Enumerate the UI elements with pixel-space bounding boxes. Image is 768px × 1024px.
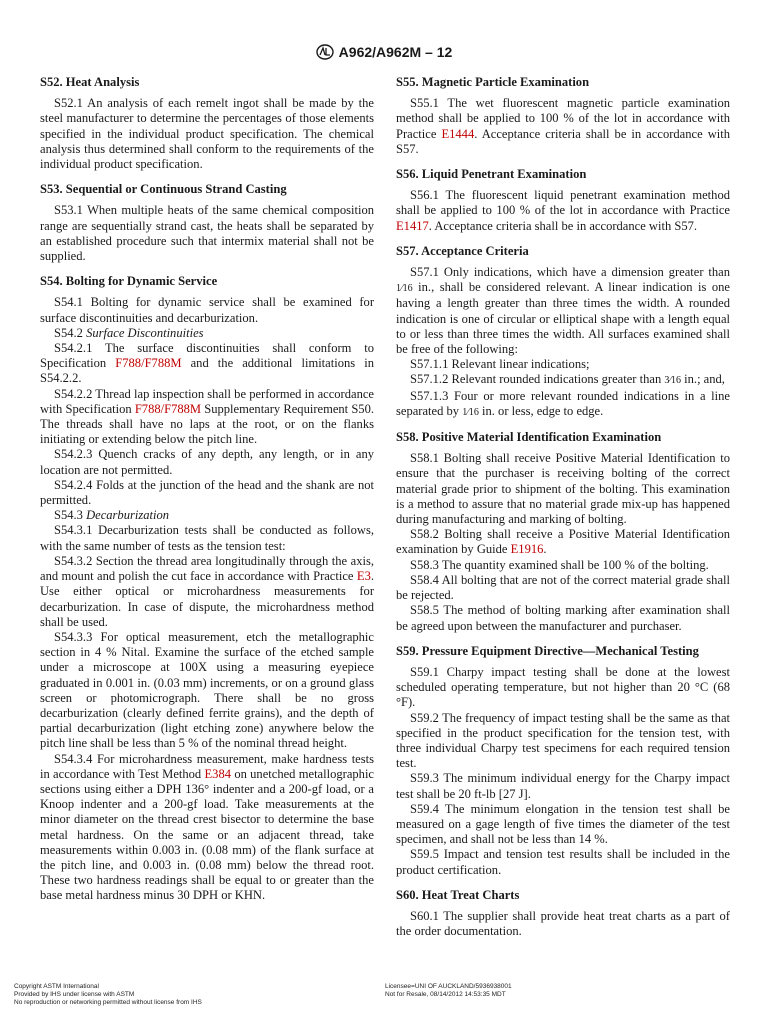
paragraph: S53.1 When multiple heats of the same chemical composition range are sequentially strand cast, the heats shall be separated by an established procedure such that intermix material shall not be supplied. bbox=[40, 203, 374, 264]
section-heading: S54. Bolting for Dynamic Service bbox=[40, 274, 218, 289]
section-heading: S59. Pressure Equipment Directive—Mechanical Testing bbox=[396, 643, 699, 658]
astm-logo-icon bbox=[316, 44, 334, 60]
document-title: A962/A962M – 12 bbox=[338, 44, 453, 60]
section-s54 bbox=[40, 274, 374, 903]
paragraph: S58.4 All bolting that are not of the correct material grade shall be rejected. bbox=[396, 572, 730, 603]
section-s59 bbox=[396, 644, 730, 878]
standard-link[interactable]: E3 bbox=[356, 569, 371, 584]
paragraph: S58.1 Bolting shall receive Positive Material Identification to ensure that the purchaser is receiving bolting of the correct material grade prior to shipment of the bolting. This examination is a method to assure that no material grade mix-up has happened during manufacturing and marking of bolting. bbox=[396, 451, 730, 527]
fraction: 1⁄16 bbox=[396, 283, 413, 295]
paragraph: S59.1 Charpy impact testing shall be done at the lowest scheduled operating temperature, but not higher than 20 °C (68 °F). bbox=[396, 664, 730, 710]
paragraph: S57.1.1 Relevant linear indications; bbox=[410, 357, 590, 372]
paragraph: S57.1.3 Four or more relevant rounded indications in a line separated by 1⁄16 in. or less, edge to edge. bbox=[396, 388, 730, 418]
section-s60 bbox=[396, 888, 730, 940]
fraction: 1⁄16 bbox=[462, 406, 479, 418]
paragraph: S54.2.4 Folds at the junction of the head and the shank are not permitted. bbox=[40, 477, 374, 508]
paragraph: S54.2.1 The surface discontinuities shall conform to Specification F788/F788M and the additional limitations in S54.2.2. bbox=[40, 341, 374, 386]
right-column bbox=[396, 75, 730, 949]
section-heading: S52. Heat Analysis bbox=[40, 75, 140, 89]
paragraph: S54.2.2 Thread lap inspection shall be performed in accordance with Specification F788/F788M Supplementary Requirement S50. The threads shall have no laps at the root, or on the flanks initiating or extending below the pitch line. bbox=[40, 386, 374, 447]
section-heading: S56. Liquid Penetrant Examination bbox=[396, 167, 587, 182]
section-heading: S57. Acceptance Criteria bbox=[396, 243, 529, 258]
section-heading: S58. Positive Material Identification Examination bbox=[396, 430, 662, 445]
standard-link[interactable]: E1417 bbox=[396, 218, 429, 233]
subheading: Decarburization bbox=[86, 508, 170, 523]
standard-link[interactable]: F788/F788M bbox=[134, 401, 202, 416]
paragraph: S54.2 Surface Discontinuities bbox=[54, 325, 204, 340]
subheading: Surface Discontinuities bbox=[86, 325, 204, 340]
standard-link[interactable]: F788/F788M bbox=[115, 356, 182, 371]
paragraph: S55.1 The wet fluorescent magnetic particle examination method shall be applied to 100 % of the lot in accordance with Practice E1444. Acceptance criteria shall be in accordance with S57. bbox=[396, 96, 730, 156]
paragraph: S58.2 Bolting shall receive a Positive Material Identification examination by Guide E1916. bbox=[396, 527, 730, 557]
section-heading: S53. Sequential or Continuous Strand Casting bbox=[40, 182, 287, 197]
paragraph: S54.3.1 Decarburization tests shall be conducted as follows, with the same number of tests as the tension test: bbox=[40, 523, 374, 553]
paragraph: S59.4 The minimum elongation in the tension test shall be measured on a gage length of five times the diameter of the test specimen, and shall not be less than 14 %. bbox=[396, 801, 730, 847]
section-s55 bbox=[396, 75, 730, 157]
standard-link[interactable]: E384 bbox=[204, 766, 232, 781]
paragraph: S60.1 The supplier shall provide heat treat charts as a part of the order documentation. bbox=[396, 908, 730, 939]
paragraph: S54.2.3 Quench cracks of any depth, any length, or in any location are not permitted. bbox=[40, 447, 374, 477]
standard-link[interactable]: E1444 bbox=[441, 126, 475, 141]
page-header bbox=[0, 44, 768, 60]
paragraph: S54.3 Decarburization bbox=[54, 508, 170, 523]
paragraph: S58.5 The method of bolting marking after examination shall be agreed upon between the manufacturer and purchaser. bbox=[396, 603, 730, 633]
section-s58 bbox=[396, 430, 730, 634]
paragraph: S54.3.4 For microhardness measurement, make hardness tests in accordance with Test Method E384 on unetched metallographic sections using either a DPH 136° indenter and a 200-gf load, or a Knoop indenter and a 200-gf load. Take measurements at the minor diameter on the thread crest bisector to determine the base metal hardness. On the same or an adjacent thread, take measurements within 0.003 in. (0.08 mm) of the flank surface at the pitch line, and 0.003 in. (0.08 mm) below the thread root. These two hardness readings shall be equal to or greater than the base metal hardness minus 30 DPH or KHN. bbox=[40, 751, 374, 903]
section-s52 bbox=[40, 75, 374, 172]
section-s53 bbox=[40, 182, 374, 264]
paragraph: S57.1 Only indications, which have a dimension greater than 1⁄16 in., shall be considered relevant. A linear indication is one having a length greater than three times the width. A rounded indication is one of circular or elliptical shape with a length equal to or less than three times the width. All surfaces examined shall be free of the following: bbox=[396, 265, 730, 357]
paragraph: S58.3 The quantity examined shall be 100 % of the bolting. bbox=[410, 557, 709, 572]
paragraph: S54.3.2 Section the thread area longitudinally through the axis, and mount and polish the cut face in accordance with Practice E3. Use either optical or microhardness measurements for decarburization. In case of dispute, the microhardness method shall be used. bbox=[40, 553, 374, 629]
section-heading: S55. Magnetic Particle Examination bbox=[396, 75, 590, 89]
section-s57 bbox=[396, 244, 730, 420]
section-heading: S60. Heat Treat Charts bbox=[396, 887, 520, 902]
paragraph: S52.1 An analysis of each remelt ingot shall be made by the steel manufacturer to determine the percentages of those elements specified in the individual product specification. The chemical analysis thus determined shall conform to the requirements of the individual product specification. bbox=[40, 96, 374, 172]
paragraph: S59.3 The minimum individual energy for the Charpy impact test shall be 20 ft-lb [27 J]. bbox=[396, 771, 730, 801]
section-s56 bbox=[396, 167, 730, 234]
paragraph: S56.1 The fluorescent liquid penetrant examination method shall be applied to 100 % of the lot in accordance with Practice E1417. Acceptance criteria shall be in accordance with S57. bbox=[396, 188, 730, 233]
standard-link[interactable]: E1916 bbox=[510, 542, 544, 557]
paragraph: S57.1.2 Relevant rounded indications greater than 3⁄16 in.; and, bbox=[410, 372, 725, 387]
fraction: 3⁄16 bbox=[664, 375, 682, 387]
paragraph: S54.1 Bolting for dynamic service shall be examined for surface discontinuities and decarburization. bbox=[40, 295, 374, 325]
copyright-footer: Copyright ASTM International Provided by IHS under license with ASTM No reproduction or networking permitted without license from IHS bbox=[14, 983, 202, 1006]
paragraph: S59.5 Impact and tension test results shall be included in the product certification. bbox=[396, 847, 730, 877]
license-footer: Licensee=UNI OF AUCKLAND/5936938001 Not for Resale, 08/14/2012 14:53:35 MDT bbox=[385, 983, 512, 998]
paragraph: S59.2 The frequency of impact testing shall be the same as that specified in the product specification for the tension test, with three individual Charpy test specimens for each required tension test. bbox=[396, 710, 730, 771]
left-column bbox=[40, 75, 374, 914]
paragraph: S54.3.3 For optical measurement, etch the metallographic section in 4 % Nital. Examine the surface of the etched sample under a microscope at 100X using a measuring eyepiece graduated in 0.001 in. (0.03 mm) increments, or on a ground glass screen or photomicrograph. There shall be no gross decarburization (clearly defined ferrite grains), and the depth of partial decarburization (light etching zone) anywhere below the pitch line shall be less than 5 % of the nominal thread height. bbox=[40, 629, 374, 751]
